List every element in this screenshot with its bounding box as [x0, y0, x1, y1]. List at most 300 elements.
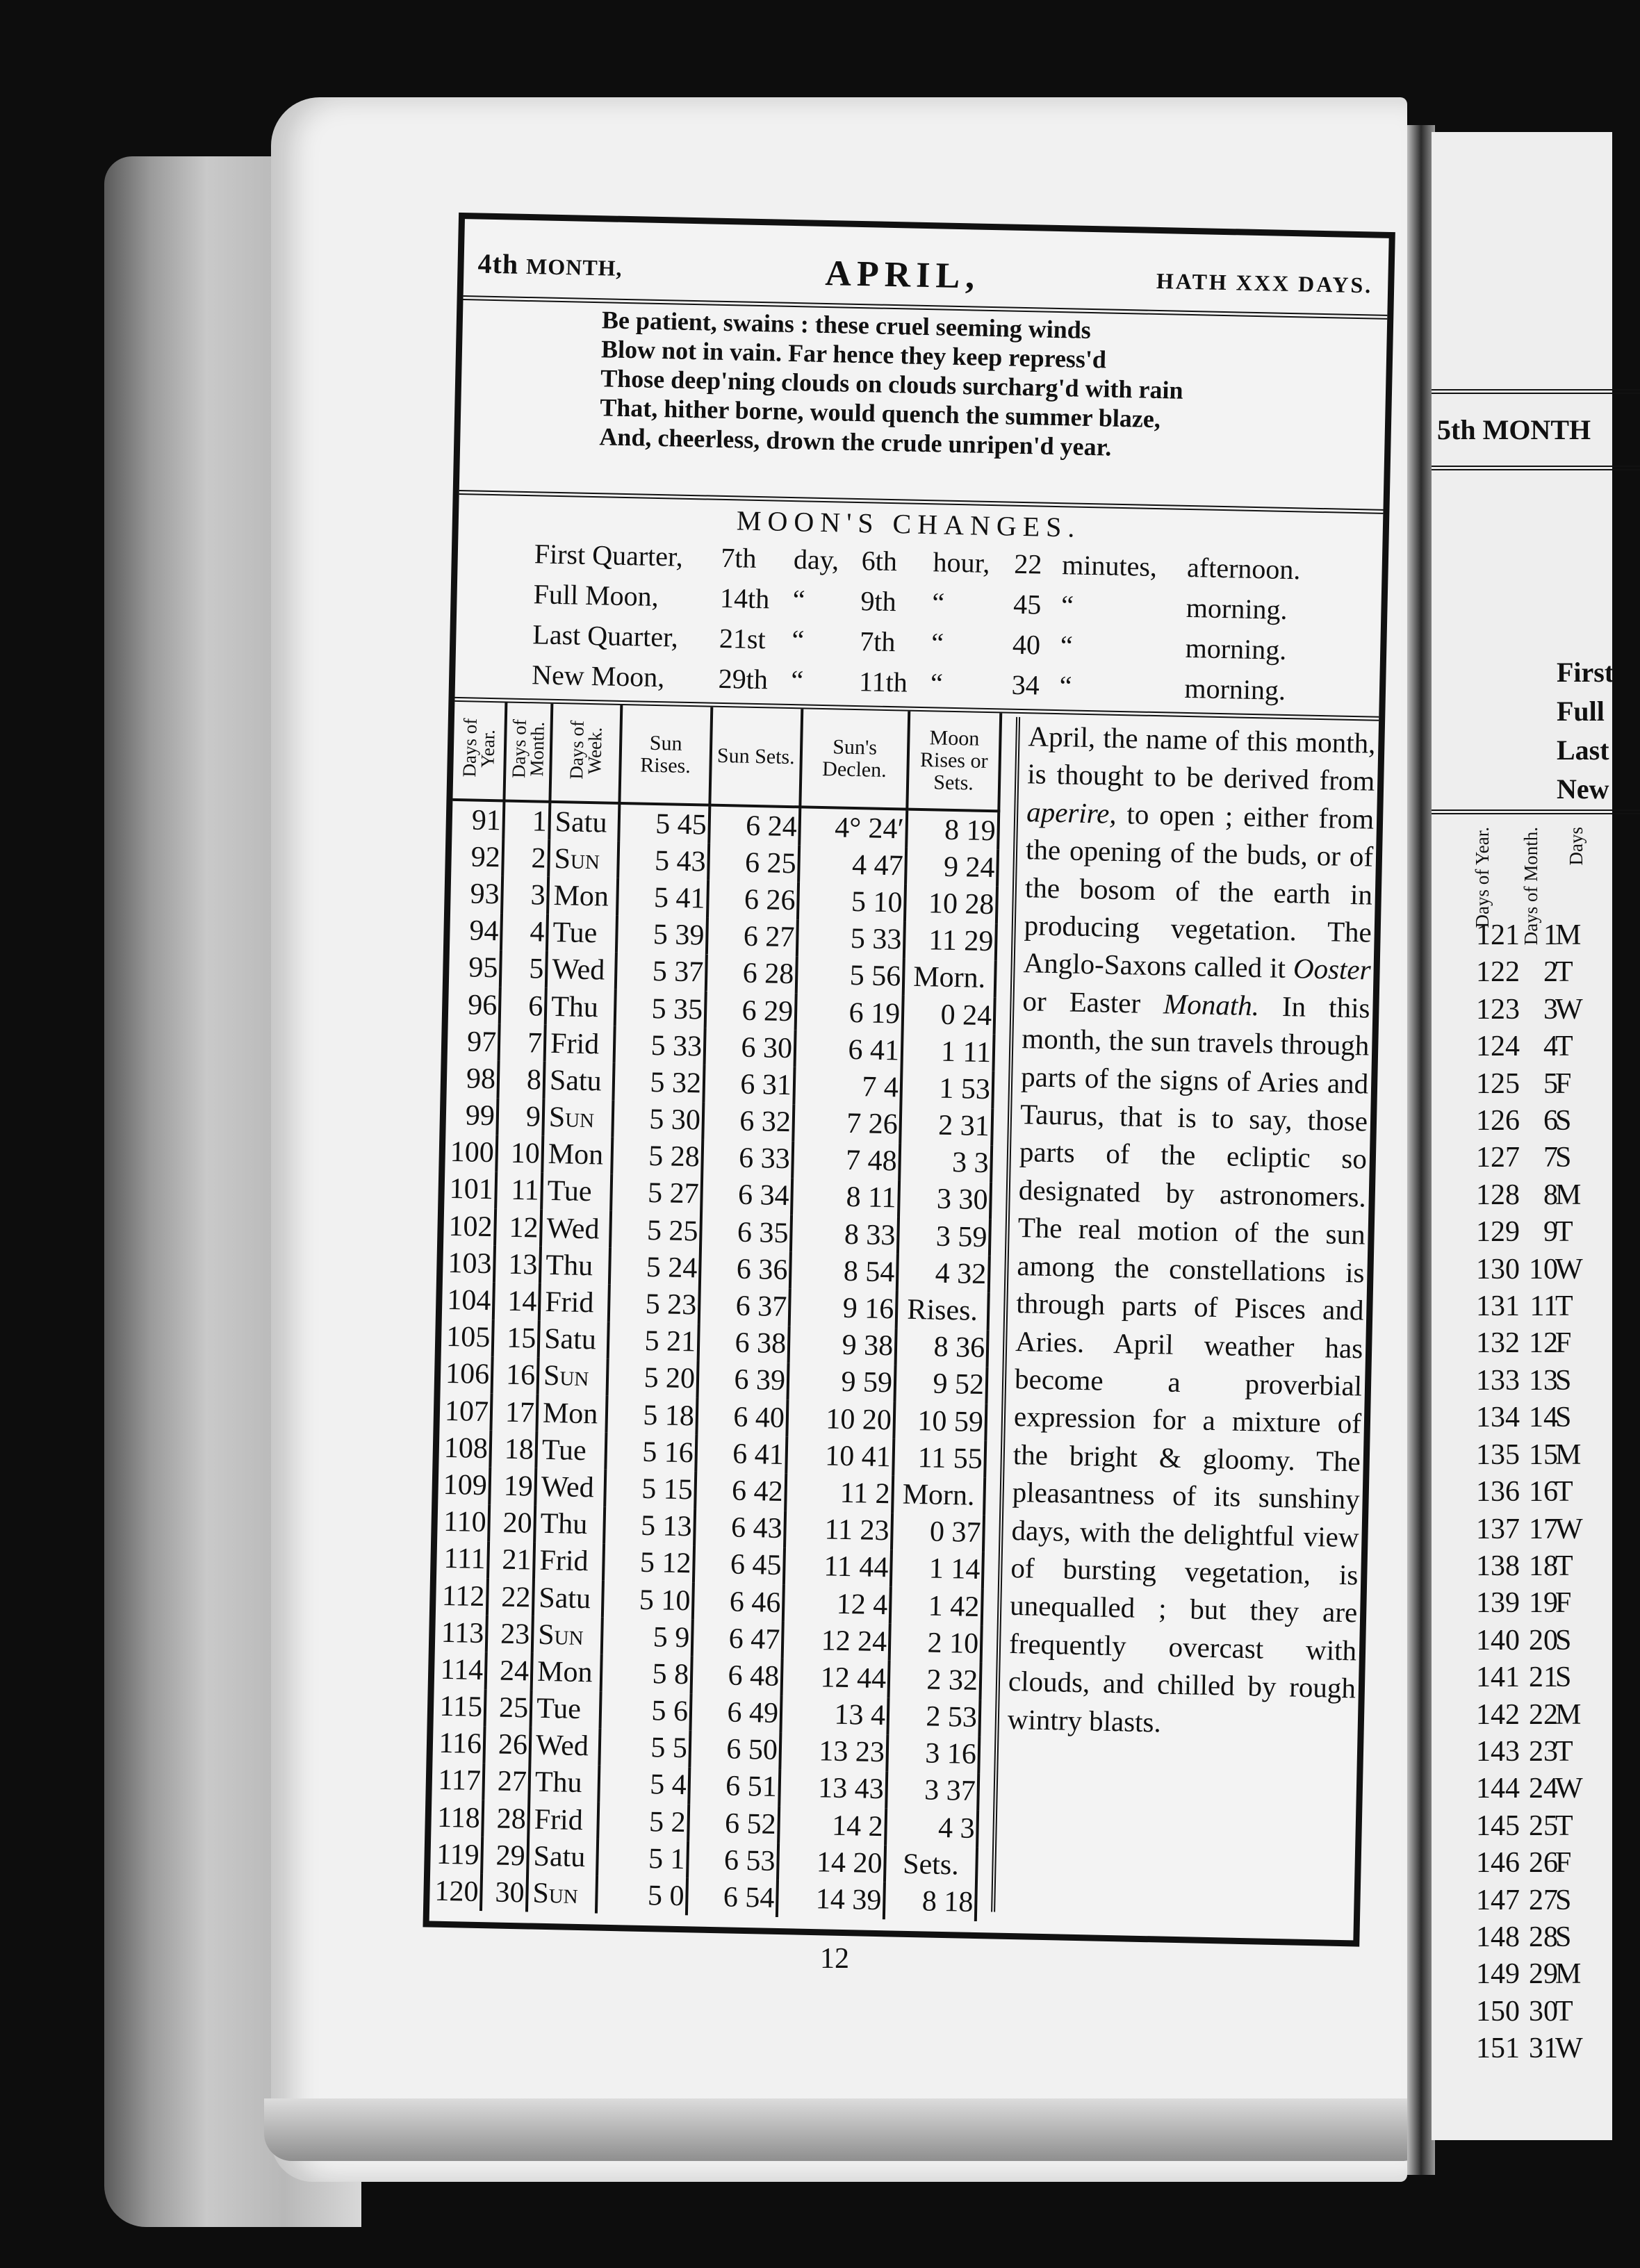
sun-declination-value: 14: [816, 1846, 846, 1879]
right-page-day-of-year: 148: [1476, 1921, 1520, 1953]
sun-sets: [698, 1324, 789, 1363]
sun-rises-value: 5: [652, 1658, 668, 1691]
day-of-week-value: Wed: [546, 1212, 600, 1246]
day-of-month: [497, 1098, 543, 1136]
sun-declination: [798, 846, 906, 885]
moon-change-phase: New Moon,: [531, 658, 665, 693]
sun-rises: [599, 1728, 690, 1767]
sun-rises-value: 5: [650, 1029, 666, 1062]
sun-rises-value: 9: [674, 1621, 690, 1654]
right-page-day-of-year: 149: [1476, 1958, 1520, 1991]
moon-rises-sets: [901, 1033, 994, 1071]
right-page-weekday: T: [1555, 1809, 1573, 1842]
right-page-day-of-year: 130: [1476, 1253, 1520, 1285]
header-sun-sets: Sun Sets.: [710, 707, 802, 807]
moon-change-hour: 6th: [861, 544, 898, 577]
sun-sets-value: 6: [725, 1733, 741, 1766]
moon-change-hour-unit: hour,: [933, 545, 990, 579]
right-page-header-rule: [1432, 466, 1640, 470]
moon-rises-sets-value: 59: [953, 1405, 984, 1438]
sun-sets-value: 6: [732, 1401, 748, 1433]
day-of-week: [539, 1283, 609, 1322]
moon-rises-sets: [890, 1586, 983, 1625]
sun-rises: [602, 1581, 694, 1620]
right-page-weekday: F: [1555, 1587, 1572, 1620]
day-of-week-value: Mon: [548, 1138, 604, 1172]
sun-sets-value: 34: [760, 1179, 790, 1213]
month-title: APRIL,: [824, 253, 981, 297]
sun-sets-value: 6: [725, 1770, 741, 1803]
day-of-week: [541, 1210, 611, 1248]
day-of-month: [490, 1430, 536, 1468]
day-of-year: [435, 1614, 487, 1652]
moon-change-time: morning.: [1186, 591, 1288, 625]
notes-text: April, the name of this month, is thought to be derived from: [1026, 720, 1376, 798]
sun-sets-value: 43: [753, 1512, 783, 1545]
day-of-year-value: 103: [448, 1247, 492, 1281]
right-page-weekday: T: [1555, 1030, 1573, 1063]
sun-declination-value: 11: [839, 1477, 869, 1510]
sun-rises: [610, 1211, 701, 1250]
sun-sets-value: 50: [748, 1734, 778, 1767]
sun-declination: [793, 1104, 901, 1143]
day-of-month-value: 13: [507, 1248, 538, 1281]
sun-declination-value: 11: [824, 1513, 853, 1547]
day-of-month: [494, 1246, 541, 1284]
day-of-week: [542, 1135, 612, 1174]
moon-rises-sets: [905, 848, 998, 887]
sun-sets-value: 6: [739, 1105, 755, 1138]
moon-rises-sets-value: 53: [947, 1701, 978, 1734]
sun-declination-value: 10: [825, 1402, 855, 1436]
sun-rises-value: 25: [669, 1215, 698, 1248]
moon-rises-sets-value: 2: [926, 1663, 942, 1696]
day-of-week: [534, 1542, 604, 1580]
sun-declination: [780, 1695, 888, 1734]
sun-rises: [609, 1248, 700, 1287]
day-of-month-value: 7: [527, 1026, 543, 1060]
moon-rises-sets-value: 18: [943, 1886, 974, 1918]
day-of-month-value: 9: [525, 1101, 541, 1133]
moon-rises-sets-value: 3: [951, 1147, 967, 1179]
sun-rises-value: 5: [646, 1251, 662, 1284]
right-page-day-of-year: 126: [1476, 1105, 1520, 1137]
right-page-day-of-year: 139: [1476, 1587, 1520, 1620]
moon-rises-sets: [892, 1476, 985, 1515]
sun-rises: [609, 1285, 700, 1324]
right-page-day-of-year: 143: [1476, 1735, 1520, 1768]
moon-rises-sets: [896, 1291, 989, 1330]
moon-change-day: 7th: [720, 541, 757, 574]
right-page-day-of-year: 147: [1476, 1884, 1520, 1916]
moon-rises-sets-value: 53: [960, 1073, 991, 1106]
right-page-day-of-year: 132: [1476, 1327, 1520, 1360]
sun-declination-value: 8: [846, 1181, 862, 1214]
day-of-week-value: Frid: [539, 1545, 589, 1578]
day-of-week: [546, 988, 616, 1026]
day-of-month-value: 14: [507, 1285, 537, 1318]
day-of-week-value: Sun: [532, 1877, 579, 1911]
sun-declination-value: 47: [874, 849, 904, 882]
sun-sets-value: 48: [749, 1660, 780, 1693]
day-of-year: [451, 838, 503, 876]
moon-change-day: 14th: [719, 582, 770, 614]
moon-change-hour-unit: “: [931, 586, 945, 618]
day-of-year-value: 109: [443, 1468, 488, 1502]
sun-declination-value: 44: [858, 1551, 889, 1584]
day-of-month-value: 30: [495, 1876, 525, 1909]
day-of-week-value: Satu: [549, 1064, 602, 1098]
moon-change-min-unit: “: [1059, 669, 1072, 702]
day-of-month: [501, 913, 548, 951]
page-stack-edge: [264, 2098, 1418, 2161]
sun-rises-value: 37: [673, 955, 704, 989]
right-page-weekday: T: [1555, 1216, 1573, 1249]
moon-rises-sets-value: 30: [958, 1183, 989, 1217]
day-of-month: [489, 1504, 535, 1543]
sun-rises-value: 5: [653, 1620, 669, 1654]
day-of-month-value: 6: [527, 989, 543, 1023]
moon-rises-sets: [903, 958, 996, 997]
sun-rises-value: 5: [652, 955, 668, 988]
day-of-year: [436, 1577, 488, 1616]
moon-rises-sets-value: 28: [964, 888, 994, 921]
right-page-day-of-month: 21: [1529, 1661, 1558, 1694]
sun-rises-value: 16: [664, 1436, 694, 1470]
sun-sets-value: 6: [743, 920, 759, 953]
moon-changes-table: [525, 533, 1327, 711]
day-of-week: [534, 1505, 605, 1543]
sun-rises-value: 5: [672, 1732, 688, 1765]
sun-sets-value: 36: [757, 1254, 788, 1286]
sun-declination: [786, 1436, 894, 1475]
sun-rises-value: 41: [675, 882, 706, 915]
right-page-moon-label: First: [1557, 657, 1614, 688]
right-page-day-of-month: 29: [1529, 1958, 1558, 1991]
right-page-day-of-year: 146: [1476, 1847, 1520, 1880]
day-of-year: [446, 1060, 498, 1098]
sun-rises: [617, 878, 708, 917]
day-of-week: [531, 1690, 601, 1728]
sun-rises-value: 45: [677, 808, 707, 841]
sun-sets-value: 6: [728, 1622, 744, 1655]
day-of-year-value: 116: [438, 1727, 482, 1761]
header-days-of-year-label: Days of Year.: [459, 718, 499, 778]
sun-declination-value: 11: [867, 1182, 897, 1215]
day-of-week: [532, 1616, 602, 1654]
sun-rises-value: 5: [649, 1768, 665, 1802]
day-of-week-value: Wed: [551, 953, 605, 987]
sun-rises: [604, 1506, 695, 1545]
day-of-week-value: Thu: [534, 1766, 582, 1800]
right-page-day-of-month: 30: [1529, 1995, 1558, 2028]
sun-sets-value: 6: [742, 958, 758, 990]
sun-declination-value: 24: [857, 1625, 887, 1658]
sun-rises-value: 30: [671, 1103, 701, 1137]
day-of-week-value: Sun: [548, 1101, 595, 1135]
day-of-year-value: 97: [466, 1026, 497, 1058]
right-page-day-of-month: 8: [1543, 1178, 1558, 1211]
sun-declination-value: 38: [863, 1329, 894, 1363]
day-of-year: [432, 1761, 484, 1800]
sun-sets: [702, 1139, 793, 1178]
sun-sets-value: 25: [766, 847, 797, 880]
moon-rises-sets-value: 59: [957, 1220, 987, 1254]
month-number-value: 4th: [477, 247, 519, 280]
moon-rises-sets-value: 52: [954, 1368, 985, 1402]
day-of-month-value: 20: [502, 1506, 533, 1540]
sun-sets-value: 37: [757, 1290, 787, 1324]
sun-sets-value: 6: [734, 1363, 750, 1397]
right-page-day-of-month: 20: [1529, 1624, 1558, 1657]
almanac-table: [429, 702, 1002, 1921]
sun-declination: [783, 1584, 891, 1623]
day-of-week: [536, 1431, 606, 1470]
right-page-day-of-month: 26: [1529, 1847, 1558, 1880]
right-page-moon-label: New: [1557, 773, 1609, 805]
sun-sets: [698, 1361, 789, 1399]
sun-sets-value: 6: [745, 810, 761, 842]
day-of-year-value: 115: [439, 1690, 483, 1724]
day-of-month: [496, 1135, 543, 1173]
sun-rises-value: 39: [674, 919, 705, 952]
sun-rises-value: 33: [672, 1030, 703, 1063]
right-page-weekday: T: [1555, 1476, 1573, 1509]
sun-sets-value: 6: [741, 1031, 757, 1064]
sun-rises-value: 5: [653, 919, 669, 951]
day-of-year: [434, 1651, 486, 1689]
sun-sets-value: 6: [730, 1511, 746, 1545]
sun-sets-value: 6: [727, 1696, 743, 1729]
moon-rises-sets-value: 2: [925, 1700, 941, 1733]
sun-declination-value: 41: [869, 1034, 900, 1067]
moon-change-phase: First Quarter,: [534, 537, 684, 573]
right-page-day-of-month: 13: [1529, 1364, 1558, 1397]
sun-declination-value: 59: [862, 1366, 893, 1399]
moon-rises-sets: [900, 1106, 992, 1145]
day-of-month-value: 24: [499, 1654, 530, 1688]
moon-rises-sets-value: 2: [937, 1109, 953, 1142]
day-of-year: [438, 1429, 491, 1468]
moon-rises-sets-value: 32: [956, 1258, 987, 1290]
day-of-week: [548, 877, 618, 915]
day-of-month: [493, 1320, 539, 1358]
sun-sets: [691, 1657, 782, 1695]
almanac-frame: [423, 213, 1395, 1947]
sun-rises-value: 32: [671, 1067, 702, 1100]
moon-rises-sets-value: 3: [924, 1774, 940, 1807]
sun-declination-value: 20: [862, 1404, 892, 1436]
sun-declination-value: 13: [834, 1698, 864, 1732]
day-of-year: [450, 875, 502, 913]
sun-sets-value: 6: [723, 1844, 739, 1877]
moon-change-time: morning.: [1184, 672, 1286, 706]
sun-rises-value: 5: [647, 1177, 663, 1210]
sun-sets: [694, 1545, 785, 1584]
sun-rises-value: 27: [669, 1178, 700, 1210]
right-page-header-days-of-week: Days: [1566, 827, 1586, 866]
right-page-day-of-month: 22: [1529, 1698, 1558, 1731]
sun-rises: [602, 1618, 693, 1657]
sun-rises: [608, 1322, 699, 1361]
right-page-header-days-of-year: Days of Year.: [1472, 827, 1493, 928]
day-of-year-value: 119: [436, 1838, 480, 1871]
moon-change-hour-unit: “: [930, 626, 944, 659]
sun-sets: [689, 1730, 780, 1769]
sun-declination-value: 6: [848, 996, 864, 1029]
day-of-week-value: Wed: [541, 1470, 595, 1504]
sun-rises: [600, 1691, 691, 1730]
right-page-moon-label: Full: [1557, 696, 1605, 727]
right-page-day-of-year: 123: [1476, 993, 1520, 1026]
day-of-year: [442, 1281, 494, 1320]
sun-sets-value: 31: [762, 1069, 792, 1102]
sun-sets-value: 24: [767, 810, 798, 843]
day-of-month-value: 15: [506, 1322, 536, 1355]
sun-declination: [787, 1399, 894, 1438]
sun-sets-value: 47: [750, 1622, 780, 1656]
sun-rises-value: 8: [673, 1658, 689, 1691]
sun-declination-value: 10: [824, 1440, 855, 1472]
day-of-month-value: 28: [496, 1802, 527, 1836]
sun-declination: [791, 1215, 899, 1254]
moon-rises-sets: [894, 1365, 987, 1404]
right-page-weekday: S: [1555, 1921, 1572, 1953]
days-count: HATH XXX DAYS.: [1156, 268, 1373, 298]
right-page-weekday: M: [1555, 1958, 1582, 1991]
day-of-week-value: Thu: [545, 1249, 593, 1283]
day-of-month: [483, 1763, 530, 1801]
sun-sets: [692, 1620, 783, 1659]
moon-rises-sets-value: Sets.: [902, 1848, 960, 1882]
poem-line: Be patient, swains : these cruel seeming winds: [601, 306, 1092, 344]
page-number: 12: [820, 1943, 849, 1975]
sun-sets-value: 41: [754, 1438, 785, 1471]
right-page-weekday: M: [1555, 1438, 1582, 1471]
sun-sets-value: 39: [755, 1364, 786, 1397]
day-of-year: [450, 912, 502, 950]
sun-rises-value: 4: [671, 1769, 687, 1802]
sun-declination-value: 19: [870, 997, 901, 1030]
sun-sets: [707, 917, 798, 956]
day-of-week-value: Satu: [555, 805, 607, 839]
sun-rises-value: 23: [666, 1288, 697, 1322]
right-page-day-of-year: 137: [1476, 1513, 1520, 1545]
day-of-month: [486, 1652, 532, 1690]
sun-declination-value: 24′: [868, 812, 905, 846]
sun-sets: [693, 1582, 784, 1621]
day-of-year: [430, 1836, 482, 1874]
sun-declination-value: 8: [844, 1218, 860, 1251]
day-of-year-value: 107: [444, 1395, 489, 1428]
sun-rises-value: 5: [644, 1325, 660, 1358]
sun-declination: [797, 919, 905, 958]
day-of-month: [495, 1172, 542, 1210]
notes-text: In this month, the sun travels through parts of the signs of Aries and Taurus, that is to say, those parts of the ecliptic so designated by astronomers. The real motion of the sun among the constellations is through parts of Pisces and Aries. April weather has become a proverbial expression for a mixture of the bright & gloomy. The pleasantness of its sunshiny days, with the delightful view of bursting vegetation, is unequalled ; but they are frequently overcast with clouds, and chilled by rough wintry blasts.: [1007, 989, 1370, 1739]
month-notes: [991, 717, 1376, 1919]
day-of-month-value: 1: [532, 805, 548, 838]
day-of-year-value: 100: [450, 1136, 495, 1169]
sun-sets-value: 6: [744, 883, 760, 917]
moon-rises-sets-value: 9: [943, 850, 959, 883]
sun-declination-value: 4°: [834, 812, 862, 844]
day-of-month-value: 3: [530, 879, 546, 912]
sun-rises-value: 5: [651, 992, 667, 1025]
moon-rises-sets: [904, 921, 997, 960]
day-of-week: [528, 1801, 598, 1839]
sun-declination-value: 4: [872, 1588, 888, 1621]
sun-sets-value: 6: [731, 1474, 747, 1507]
day-of-week-value: Mon: [536, 1655, 593, 1689]
sun-declination-value: 23: [855, 1736, 885, 1769]
sun-declination-value: 5: [851, 885, 867, 919]
header-moon-rises-sets: Moon Rises or Sets.: [907, 712, 1001, 812]
sun-declination: [795, 1030, 903, 1069]
moon-change-minutes: 34: [1011, 668, 1040, 701]
sun-rises-value: 12: [662, 1547, 691, 1580]
poem-line: And, cheerless, drown the crude unripen'd year.: [599, 422, 1112, 461]
moon-rises-sets-value: 1: [938, 1072, 954, 1105]
right-page-day-of-year: 124: [1476, 1030, 1520, 1063]
moon-rises-sets: [901, 1069, 993, 1108]
sun-rises: [614, 1026, 705, 1065]
day-of-month: [498, 1061, 544, 1099]
sun-rises-value: 5: [643, 1362, 659, 1395]
sun-sets-value: 26: [766, 884, 796, 917]
day-of-year: [431, 1799, 483, 1837]
sun-declination: [785, 1511, 892, 1550]
sun-declination: [782, 1658, 889, 1697]
right-page-header: 5th MONTH: [1437, 414, 1591, 445]
moon-change-min-unit: “: [1060, 629, 1074, 662]
day-of-month: [485, 1689, 532, 1727]
moon-change-day: 29th: [718, 662, 769, 695]
sun-rises-value: 35: [673, 993, 703, 1026]
sun-rises-value: 24: [667, 1251, 698, 1285]
right-page-day-of-year: 131: [1476, 1290, 1520, 1323]
day-of-week-value: Satu: [543, 1323, 597, 1356]
day-of-month: [503, 800, 550, 840]
sun-rises-value: 5: [640, 1509, 656, 1543]
day-of-year: [441, 1356, 493, 1394]
sun-sets: [689, 1767, 780, 1806]
sun-rises: [603, 1543, 694, 1582]
sun-declination-value: 44: [856, 1662, 887, 1695]
right-page-days-of-year: [1476, 917, 1520, 2068]
notes-saxon-word: Ooster: [1293, 952, 1372, 987]
day-of-year: [449, 949, 501, 987]
moon-rises-sets: [887, 1734, 979, 1773]
sun-sets-value: 6: [736, 1253, 752, 1285]
right-page-day-of-month: 10: [1529, 1253, 1558, 1285]
day-of-week-value: Frid: [550, 1027, 600, 1061]
sun-sets-value: 27: [764, 921, 795, 954]
sun-declination-value: 5: [849, 960, 865, 992]
sun-declination-value: 7: [845, 1144, 861, 1177]
right-page-day-of-year: 135: [1476, 1438, 1520, 1471]
sun-declination-value: 33: [871, 923, 902, 956]
sun-declination-value: 12: [821, 1624, 851, 1657]
day-of-year-value: 105: [445, 1321, 491, 1354]
book-gutter: [1407, 125, 1435, 2175]
sun-declination-value: 6: [848, 1033, 864, 1067]
day-of-week: [538, 1357, 608, 1395]
day-of-year: [444, 1171, 496, 1209]
sun-sets-value: 6: [735, 1290, 751, 1323]
sun-sets-value: 6: [728, 1659, 744, 1692]
sun-rises: [605, 1433, 696, 1472]
day-of-month: [491, 1393, 537, 1431]
